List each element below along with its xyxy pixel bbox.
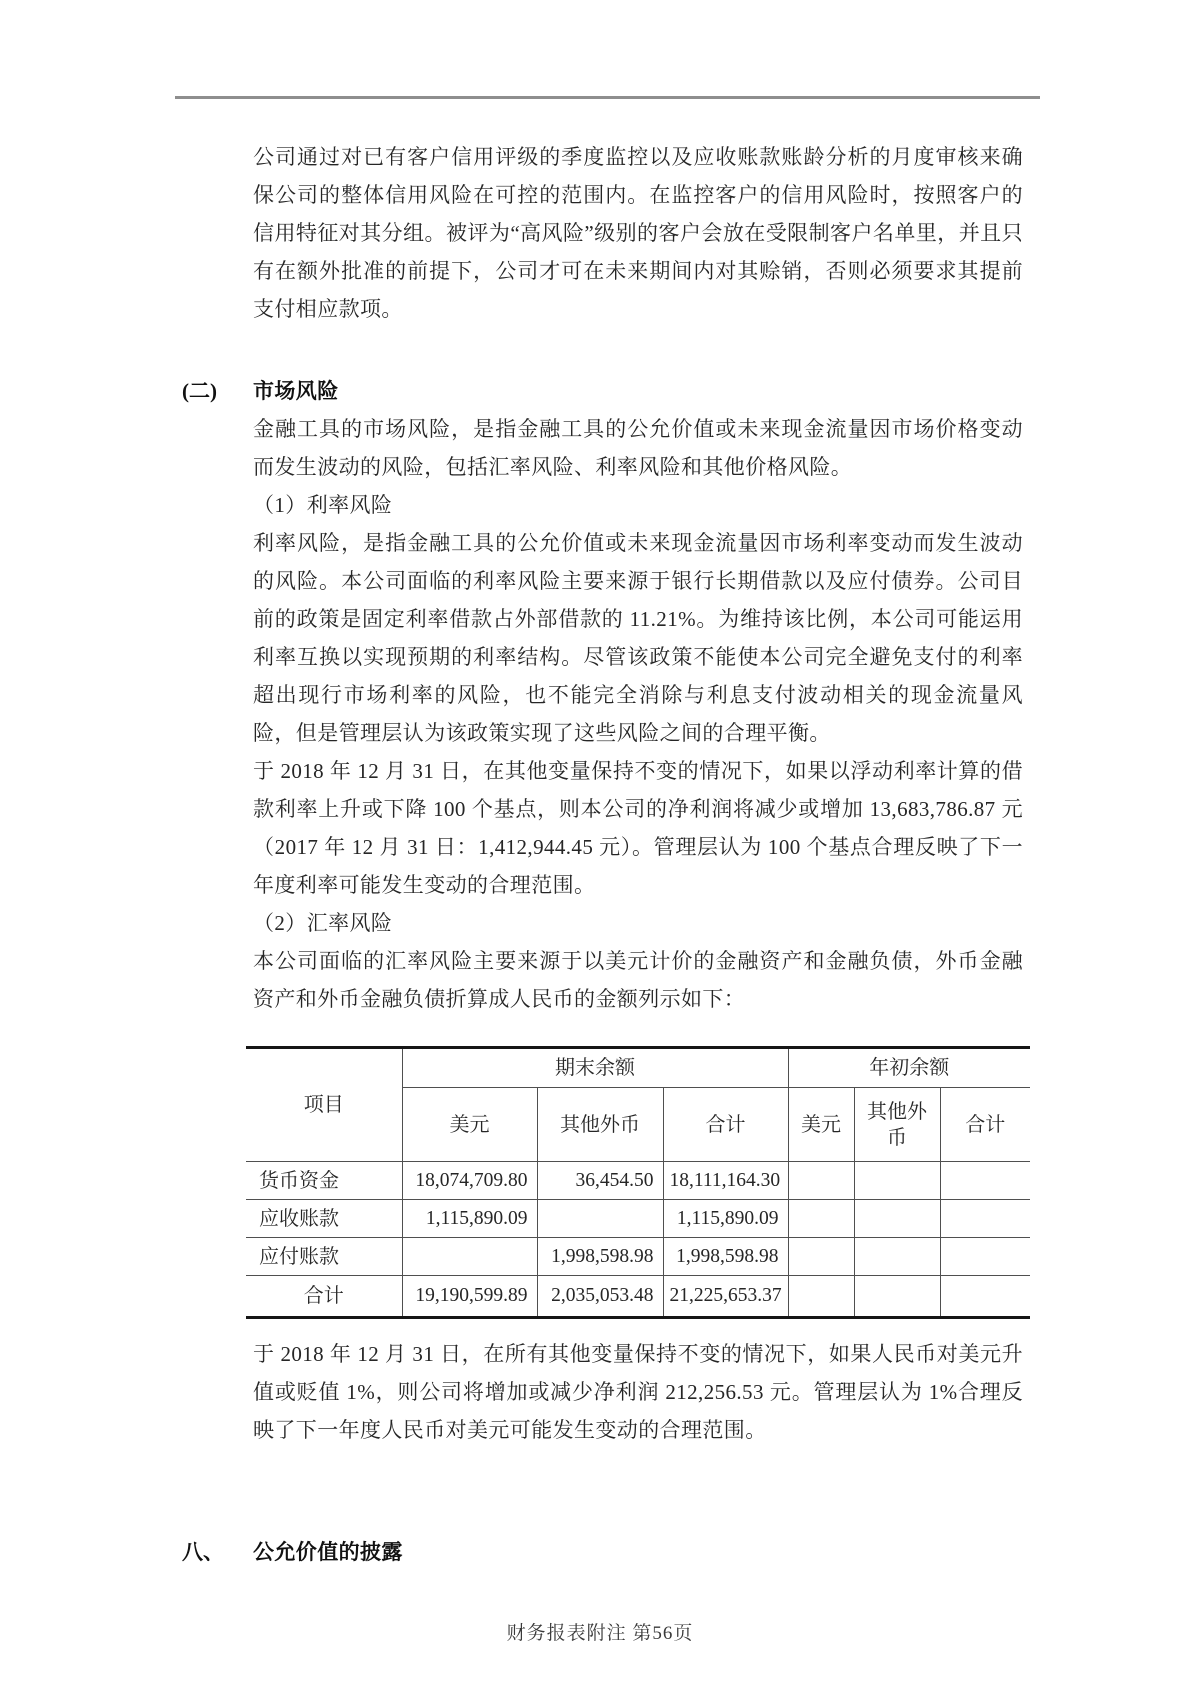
cell-value bbox=[854, 1238, 940, 1276]
cell-value bbox=[940, 1162, 1030, 1200]
table-subheader-total-closing: 合计 bbox=[663, 1088, 788, 1162]
page-content bbox=[182, 138, 1023, 1571]
market-risk-intro-paragraph: 金融工具的市场风险，是指金融工具的公允价值或未来现金流量因市场价格变动而发生波动的风险，包括汇率风险、利率风险和其他价格风险。 bbox=[253, 417, 1023, 479]
table-subheader-usd-closing: 美元 bbox=[402, 1088, 537, 1162]
cell-value: 1,115,890.09 bbox=[402, 1200, 537, 1238]
row-label: 货币资金 bbox=[246, 1162, 402, 1200]
cell-value bbox=[854, 1200, 940, 1238]
table-subheader-other-fx-opening: 其他外币 bbox=[854, 1088, 940, 1162]
cell-value: 21,225,653.37 bbox=[663, 1276, 788, 1318]
page-footer: 财务报表附注 第56页 bbox=[506, 1623, 694, 1644]
table-row-total bbox=[246, 1276, 1030, 1318]
header-divider bbox=[175, 96, 1040, 99]
table-header-item: 项目 bbox=[246, 1048, 402, 1162]
section-number: (二) bbox=[182, 379, 217, 403]
cell-value: 36,454.50 bbox=[537, 1162, 663, 1200]
table-row-monetary-funds bbox=[246, 1162, 1030, 1200]
cell-value: 19,190,599.89 bbox=[402, 1276, 537, 1318]
interest-risk-paragraph-1: 利率风险，是指金融工具的公允价值或未来现金流量因市场利率变动而发生波动的风险。本公司面临的利率风险主要来源于银行长期借款以及应付债券。公司目前的政策是固定利率借款占外部借款的 11.21%。为维持该比例，本公司可能运用利率互换以实现预期的利率结构。尽管该政策不能使本公司完全避免支付的利率超出现行市场利率的风险，也不能完全消除与利息支付波动相关的现金流量风险，但是管理层认为该政策实现了这些风险之间的合理平衡。 bbox=[253, 531, 1023, 745]
section-title: 市场风险 bbox=[253, 379, 339, 403]
fx-exposure-table bbox=[246, 1046, 1030, 1319]
table-row-accounts-payable bbox=[246, 1238, 1030, 1276]
interest-risk-paragraph-2: 于 2018 年 12 月 31 日，在其他变量保持不变的情况下，如果以浮动利率计算的借款利率上升或下降 100 个基点，则本公司的净利润将减少或增加 13,683,786.87 元（2017 年 12 月 31 日：1,412,944.45 元）。管理层认为 100 个基点合理反映了下一年度利率可能发生变动的合理范围。 bbox=[253, 759, 1023, 897]
table-row-accounts-receivable bbox=[246, 1200, 1030, 1238]
cell-value bbox=[788, 1238, 854, 1276]
cell-value bbox=[537, 1200, 663, 1238]
cell-value: 2,035,053.48 bbox=[537, 1276, 663, 1318]
cell-value bbox=[940, 1200, 1030, 1238]
cell-value bbox=[788, 1200, 854, 1238]
row-label: 应收账款 bbox=[246, 1200, 402, 1238]
cell-value bbox=[402, 1238, 537, 1276]
cell-value: 1,998,598.98 bbox=[537, 1238, 663, 1276]
table-header-opening-balance: 年初余额 bbox=[788, 1048, 1030, 1088]
cell-value bbox=[940, 1238, 1030, 1276]
section-heading-fair-value bbox=[182, 1533, 1023, 1571]
row-label: 合计 bbox=[246, 1276, 402, 1318]
cell-value bbox=[854, 1276, 940, 1318]
credit-risk-paragraph: 公司通过对已有客户信用评级的季度监控以及应收账款账龄分析的月度审核来确保公司的整体信用风险在可控的范围内。在监控客户的信用风险时，按照客户的信用特征对其分组。被评为“高风险”级别的客户会放在受限制客户名单里，并且只有在额外批准的前提下，公司才可在未来期间内对其赊销，否则必须要求其提前支付相应款项。 bbox=[253, 145, 1023, 321]
table-header-closing-balance: 期末余额 bbox=[402, 1048, 788, 1088]
cell-value: 18,074,709.80 bbox=[402, 1162, 537, 1200]
cell-value bbox=[854, 1162, 940, 1200]
fx-risk-subtitle: （2）汇率风险 bbox=[253, 911, 393, 935]
section-heading-market-risk bbox=[182, 372, 1023, 410]
cell-value bbox=[788, 1162, 854, 1200]
table-subheader-total-opening: 合计 bbox=[940, 1088, 1030, 1162]
cell-value: 1,998,598.98 bbox=[663, 1238, 788, 1276]
interest-risk-subtitle: （1）利率风险 bbox=[253, 493, 393, 517]
table-subheader-other-fx-closing: 其他外币 bbox=[537, 1088, 663, 1162]
cell-value bbox=[788, 1276, 854, 1318]
cell-value: 18,111,164.30 bbox=[663, 1162, 788, 1200]
section-number: 八、 bbox=[182, 1540, 224, 1564]
row-label: 应付账款 bbox=[246, 1238, 402, 1276]
cell-value bbox=[940, 1276, 1030, 1318]
cell-value: 1,115,890.09 bbox=[663, 1200, 788, 1238]
fx-risk-paragraph-1: 本公司面临的汇率风险主要来源于以美元计价的金融资产和金融负债，外币金融资产和外币金融负债折算成人民币的金额列示如下： bbox=[253, 949, 1023, 1011]
table-subheader-usd-opening: 美元 bbox=[788, 1088, 854, 1162]
fx-risk-paragraph-2: 于 2018 年 12 月 31 日，在所有其他变量保持不变的情况下，如果人民币对美元升值或贬值 1%，则公司将增加或减少净利润 212,256.53 元。管理层认为 1%合理反映了下一年度人民币对美元可能发生变动的合理范围。 bbox=[253, 1342, 1023, 1442]
section-title: 公允价值的披露 bbox=[253, 1540, 403, 1564]
